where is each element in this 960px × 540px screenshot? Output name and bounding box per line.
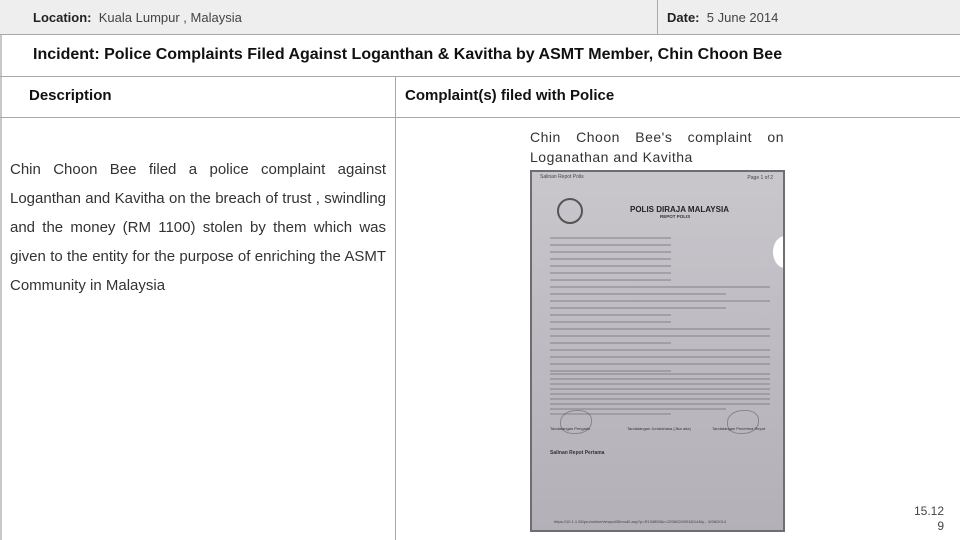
column-header-row xyxy=(0,77,960,118)
doc-page-number: Page 1 of 2 xyxy=(747,175,773,181)
description-text: Chin Choon Bee filed a police complaint against Loganthan and Kavitha on the breach of trust , swindling and the money (RM 1100) stolen by them which was given to the entity for the purpose of enriching the ASMT Community in Malaysia xyxy=(10,161,386,294)
incident-row xyxy=(0,35,960,77)
page-number xyxy=(914,504,944,534)
description-header: Description xyxy=(29,87,112,104)
incident-title: Incident: Police Complaints Filed Against Loganthan & Kavitha by ASMT Member, Chin Choon Bee xyxy=(33,46,783,63)
date-label: Date: xyxy=(667,10,700,25)
doc-url-line: https://10.1.1.55/pru/online/viewpol35mod2.asp?p=R134855&r=220602/00918/14&ty... 5/06/2014 xyxy=(554,519,727,524)
header-divider xyxy=(657,0,658,35)
punch-hole xyxy=(773,236,785,268)
police-report-image xyxy=(530,170,785,532)
header-row xyxy=(0,0,960,35)
doc-title: POLIS DIRAJA MALAYSIA xyxy=(630,205,729,214)
doc-header-left: Salinan Repot Polis xyxy=(540,174,584,180)
location-field xyxy=(33,10,242,25)
sig-label-complainant: Tandatangan Pengadu xyxy=(550,426,591,431)
complaint-caption: Chin Choon Bee's complaint on Loganathan and Kavitha xyxy=(530,129,784,165)
column-divider xyxy=(395,77,396,540)
doc-footer-label: Salinan Repot Pertama xyxy=(550,450,605,456)
page-number-line2: 9 xyxy=(937,519,944,533)
doc-subtitle: REPOT POLIS xyxy=(660,214,691,219)
location-value: Kuala Lumpur , Malaysia xyxy=(98,10,242,25)
police-crest-icon xyxy=(557,198,583,224)
page-number-line1: 15.12 xyxy=(913,504,944,518)
location-label: Location: xyxy=(33,10,92,25)
sig-label-interpreter: Tandatangan Jurubahasa (Jika ada) xyxy=(627,426,691,431)
doc-form-fields xyxy=(550,232,770,377)
complaints-header: Complaint(s) filed with Police xyxy=(405,87,615,104)
date-field xyxy=(667,10,778,25)
date-value: 5 June 2014 xyxy=(706,10,779,25)
sig-label-receiver: Tandatangan Penerima Repot xyxy=(712,426,766,431)
